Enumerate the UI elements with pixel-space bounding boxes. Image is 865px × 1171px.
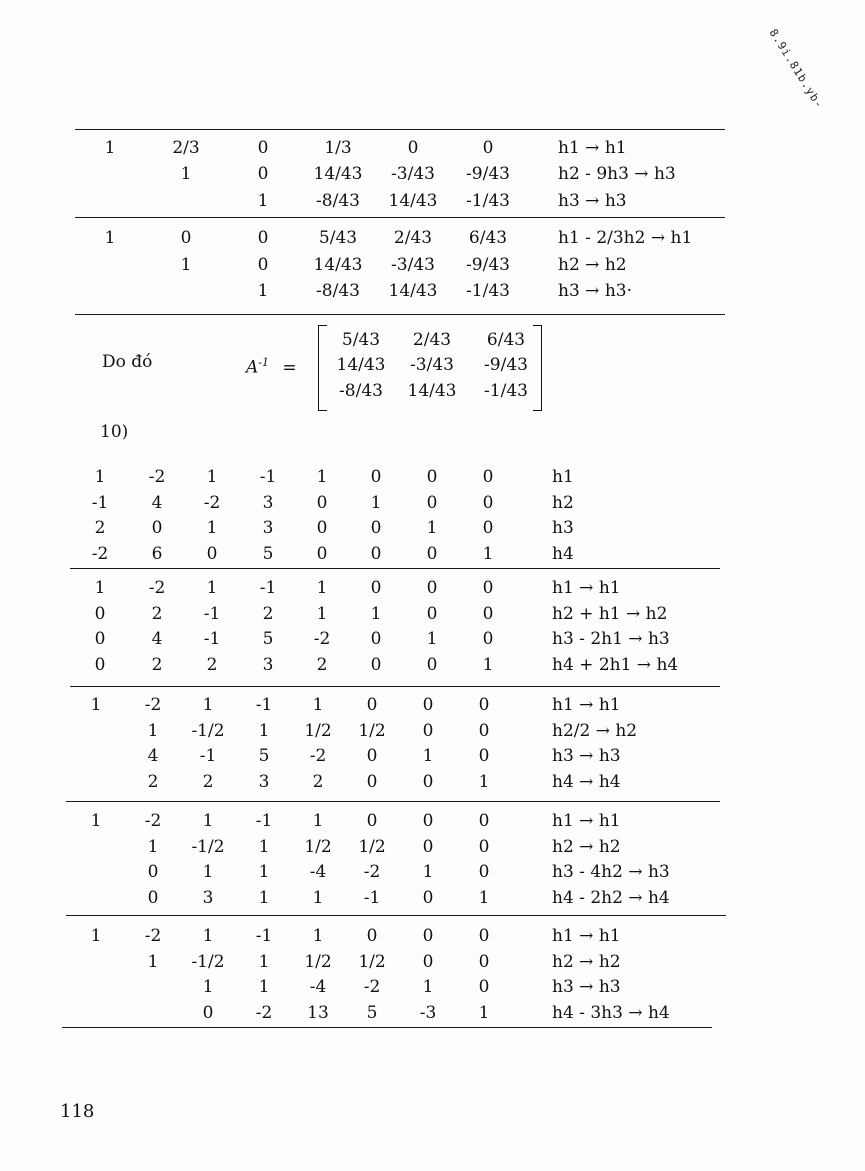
matrix-cell: 0: [202, 1003, 214, 1023]
inverse-entry: -1/43: [484, 381, 528, 401]
matrix-cell: -2: [309, 746, 327, 766]
matrix-cell: 1: [180, 255, 192, 275]
matrix-cell: 2: [206, 655, 218, 675]
block-rule: [66, 915, 726, 916]
matrix-cell: -2: [91, 544, 109, 564]
row-operation: h4 - 2h2 → h4: [552, 888, 670, 908]
matrix-cell: -2: [203, 493, 221, 513]
matrix-cell: 2: [262, 604, 274, 624]
matrix-cell: 1: [202, 811, 214, 831]
row-operation: h3 → h3: [552, 977, 621, 997]
row-operation: h2 → h2: [552, 952, 621, 972]
matrix-cell: 1: [482, 655, 494, 675]
matrix-cell: 0: [94, 655, 106, 675]
row-operation: h2 → h2: [552, 837, 621, 857]
inverse-equals: =: [282, 357, 297, 378]
inverse-entry: -9/43: [484, 355, 528, 375]
matrix-cell: 0: [422, 772, 434, 792]
matrix-cell: 1: [426, 518, 438, 538]
matrix-cell: 0: [257, 164, 269, 184]
row-operation: h4 - 3h3 → h4: [552, 1003, 670, 1023]
matrix-cell: 2: [151, 604, 163, 624]
matrix-cell: -1/43: [466, 191, 510, 211]
rule-top-1: [75, 129, 725, 130]
rule-top-3: [75, 314, 725, 315]
matrix-cell: 14/43: [388, 191, 438, 211]
matrix-cell: 0: [482, 518, 494, 538]
matrix-cell: 4: [151, 493, 163, 513]
matrix-cell: 14/43: [388, 281, 438, 301]
matrix-cell: 13: [307, 1003, 329, 1023]
matrix-cell: 1: [370, 604, 382, 624]
matrix-cell: 1/2: [358, 721, 386, 741]
matrix-cell: 0: [426, 544, 438, 564]
matrix-cell: 5: [262, 544, 274, 564]
matrix-cell: 4: [151, 629, 163, 649]
matrix-cell: 2: [316, 655, 328, 675]
row-operation: h3 - 4h2 → h3: [552, 862, 670, 882]
matrix-cell: -2: [144, 926, 162, 946]
matrix-cell: 0: [478, 811, 490, 831]
matrix-cell: 1: [422, 977, 434, 997]
matrix-cell: 0: [482, 629, 494, 649]
row-operation: h3 - 2h1 → h3: [552, 629, 670, 649]
matrix-cell: 0: [478, 746, 490, 766]
matrix-cell: -2: [313, 629, 331, 649]
matrix-cell: 1: [147, 952, 159, 972]
conclusion-label: Do đó: [102, 352, 153, 372]
matrix-cell: 0: [478, 695, 490, 715]
matrix-cell: 0: [482, 604, 494, 624]
matrix-cell: 1/2: [358, 952, 386, 972]
matrix-cell: 1: [258, 862, 270, 882]
inverse-entry: 14/43: [407, 381, 457, 401]
matrix-cell: 1: [312, 888, 324, 908]
matrix-cell: -3/43: [391, 164, 435, 184]
matrix-cell: 0: [257, 228, 269, 248]
matrix-cell: 0: [366, 695, 378, 715]
matrix-cell: 1: [257, 191, 269, 211]
matrix-cell: -1/2: [191, 721, 225, 741]
matrix-cell: 0: [206, 544, 218, 564]
matrix-cell: 1: [316, 467, 328, 487]
matrix-cell: 0: [482, 467, 494, 487]
matrix-cell: 1: [316, 604, 328, 624]
matrix-cell: 0: [147, 862, 159, 882]
row-operation: h2 + h1 → h2: [552, 604, 668, 624]
matrix-cell: 5/43: [318, 228, 358, 248]
matrix-cell: 0: [478, 837, 490, 857]
row-operation: h4: [552, 544, 574, 564]
row-operation: h4 → h4: [552, 772, 621, 792]
matrix-cell: 1: [202, 926, 214, 946]
matrix-cell: -1: [199, 746, 217, 766]
row-operation: h1 → h1: [558, 138, 627, 158]
matrix-cell: 1: [257, 281, 269, 301]
row-operation: h1 → h1: [552, 695, 621, 715]
matrix-cell: 1: [90, 926, 102, 946]
page-number: 118: [60, 1101, 95, 1122]
row-operation: h2/2 → h2: [552, 721, 638, 741]
matrix-cell: 2/43: [393, 228, 433, 248]
inverse-symbol: [246, 353, 297, 378]
matrix-cell: -1/2: [191, 952, 225, 972]
inverse-entry: 5/43: [341, 330, 381, 350]
matrix-cell: 0: [482, 138, 494, 158]
matrix-cell: 1: [478, 1003, 490, 1023]
matrix-cell: 0: [407, 138, 419, 158]
matrix-cell: 1/3: [324, 138, 352, 158]
matrix-cell: 1: [206, 578, 218, 598]
matrix-cell: -2: [148, 467, 166, 487]
row-operation: h2 → h2: [558, 255, 627, 275]
matrix-cell: 1: [312, 811, 324, 831]
inverse-entry: -3/43: [410, 355, 454, 375]
inverse-entry: -8/43: [339, 381, 383, 401]
row-operation: h2 - 9h3 → h3: [558, 164, 676, 184]
matrix-cell: 0: [422, 721, 434, 741]
matrix-cell: 1: [258, 721, 270, 741]
matrix-cell: 1: [258, 888, 270, 908]
matrix-cell: 0: [366, 746, 378, 766]
matrix-cell: -4: [309, 862, 327, 882]
matrix-cell: 0: [151, 518, 163, 538]
matrix-cell: 1: [206, 518, 218, 538]
matrix-cell: 0: [316, 493, 328, 513]
matrix-cell: 0: [370, 655, 382, 675]
matrix-cell: -9/43: [466, 164, 510, 184]
matrix-cell: 0: [366, 772, 378, 792]
matrix-cell: 0: [257, 138, 269, 158]
matrix-cell: 2: [94, 518, 106, 538]
matrix-cell: -2: [144, 695, 162, 715]
matrix-cell: 0: [426, 493, 438, 513]
matrix-cell: 1/2: [304, 837, 332, 857]
row-operation: h1 → h1: [552, 811, 621, 831]
matrix-cell: 5: [258, 746, 270, 766]
matrix-cell: 3: [258, 772, 270, 792]
matrix-cell: 1: [370, 493, 382, 513]
matrix-cell: 0: [426, 467, 438, 487]
rule-top-2: [75, 217, 725, 218]
matrix-cell: -2: [255, 1003, 273, 1023]
matrix-cell: -1/2: [191, 837, 225, 857]
matrix-cell: 0: [422, 695, 434, 715]
matrix-cell: -8/43: [316, 281, 360, 301]
matrix-cell: 1: [206, 467, 218, 487]
block-rule: [66, 801, 720, 802]
matrix-cell: -1: [363, 888, 381, 908]
matrix-cell: 2: [202, 772, 214, 792]
matrix-cell: 0: [147, 888, 159, 908]
row-operation: h3 → h3: [552, 746, 621, 766]
matrix-cell: 1: [312, 695, 324, 715]
matrix-cell: 0: [316, 518, 328, 538]
matrix-cell: 0: [366, 811, 378, 831]
matrix-cell: 0: [478, 721, 490, 741]
block-rule: [62, 1027, 712, 1028]
inverse-entry: 14/43: [336, 355, 386, 375]
matrix-cell: 0: [257, 255, 269, 275]
matrix-cell: 0: [426, 655, 438, 675]
matrix-cell: -1: [203, 604, 221, 624]
matrix-cell: -1: [255, 811, 273, 831]
matrix-cell: 1: [478, 772, 490, 792]
matrix-cell: 1: [104, 138, 116, 158]
matrix-cell: 6: [151, 544, 163, 564]
matrix-cell: 1: [94, 578, 106, 598]
matrix-cell: -9/43: [466, 255, 510, 275]
matrix-cell: -1: [259, 578, 277, 598]
matrix-cell: -3/43: [391, 255, 435, 275]
section-label: 10): [100, 422, 129, 442]
matrix-cell: 1: [104, 228, 116, 248]
matrix-cell: 3: [262, 518, 274, 538]
matrix-cell: 3: [202, 888, 214, 908]
matrix-cell: 5: [366, 1003, 378, 1023]
matrix-cell: 0: [478, 952, 490, 972]
matrix-cell: 0: [482, 493, 494, 513]
matrix-cell: 0: [366, 926, 378, 946]
matrix-cell: 1: [90, 811, 102, 831]
matrix-cell: 0: [94, 629, 106, 649]
row-operation: h3: [552, 518, 574, 538]
matrix-cell: 1: [90, 695, 102, 715]
matrix-cell: -3: [419, 1003, 437, 1023]
matrix-cell: 1: [202, 977, 214, 997]
inverse-exponent: -1: [258, 356, 269, 369]
row-operation: h1: [552, 467, 574, 487]
matrix-cell: 2: [147, 772, 159, 792]
matrix-cell: 1: [147, 837, 159, 857]
matrix-cell: 0: [370, 518, 382, 538]
matrix-cell: 0: [478, 862, 490, 882]
matrix-cell: 1: [258, 837, 270, 857]
block-rule: [70, 686, 720, 687]
matrix-cell: 0: [422, 926, 434, 946]
matrix-cell: 0: [422, 952, 434, 972]
matrix-cell: 6/43: [468, 228, 508, 248]
library-stamp: 8.9i.81b.yb-: [766, 26, 827, 112]
matrix-cell: 0: [370, 629, 382, 649]
matrix-cell: 1: [426, 629, 438, 649]
matrix-cell: 1: [258, 977, 270, 997]
matrix-cell: 1: [258, 952, 270, 972]
matrix-cell: 14/43: [313, 164, 363, 184]
matrix-cell: 2: [151, 655, 163, 675]
matrix-cell: -8/43: [316, 191, 360, 211]
matrix-cell: -1: [255, 695, 273, 715]
matrix-cell: 0: [180, 228, 192, 248]
matrix-cell: 0: [482, 578, 494, 598]
matrix-cell: 2/3: [172, 138, 200, 158]
matrix-cell: -4: [309, 977, 327, 997]
matrix-cell: 0: [422, 837, 434, 857]
matrix-cell: 0: [370, 544, 382, 564]
matrix-cell: 1: [312, 926, 324, 946]
row-operation: h1 - 2/3h2 → h1: [558, 228, 693, 248]
matrix-cell: 2: [312, 772, 324, 792]
row-operation: h2: [552, 493, 574, 513]
matrix-cell: 1: [180, 164, 192, 184]
inverse-lhs: A: [246, 357, 259, 378]
matrix-cell: -2: [363, 977, 381, 997]
matrix-cell: 0: [370, 578, 382, 598]
matrix-cell: -2: [148, 578, 166, 598]
matrix-cell: 1: [316, 578, 328, 598]
matrix-cell: 1/2: [304, 952, 332, 972]
row-operation: h1 → h1: [552, 578, 621, 598]
inverse-entry: 6/43: [486, 330, 526, 350]
matrix-cell: 1: [422, 862, 434, 882]
matrix-cell: 1: [94, 467, 106, 487]
matrix-cell: 0: [422, 888, 434, 908]
matrix-cell: 3: [262, 655, 274, 675]
matrix-cell: -1: [259, 467, 277, 487]
matrix-cell: -1: [255, 926, 273, 946]
matrix-cell: 0: [422, 811, 434, 831]
matrix-cell: 0: [426, 578, 438, 598]
matrix-cell: 5: [262, 629, 274, 649]
row-operation: h1 → h1: [552, 926, 621, 946]
matrix-cell: 4: [147, 746, 159, 766]
block-rule: [70, 568, 720, 569]
matrix-cell: 1: [482, 544, 494, 564]
matrix-cell: -2: [363, 862, 381, 882]
matrix-cell: 1/2: [304, 721, 332, 741]
matrix-cell: 0: [478, 977, 490, 997]
matrix-cell: 1/2: [358, 837, 386, 857]
matrix-cell: 0: [426, 604, 438, 624]
matrix-cell: -1/43: [466, 281, 510, 301]
matrix-cell: 0: [478, 926, 490, 946]
matrix-cell: 1: [478, 888, 490, 908]
matrix-cell: 0: [316, 544, 328, 564]
row-operation: h3 → h3·: [558, 281, 632, 301]
matrix-cell: 0: [370, 467, 382, 487]
matrix-cell: 14/43: [313, 255, 363, 275]
matrix-cell: 3: [262, 493, 274, 513]
matrix-cell: -2: [144, 811, 162, 831]
matrix-cell: 0: [94, 604, 106, 624]
matrix-cell: -1: [203, 629, 221, 649]
matrix-cell: -1: [91, 493, 109, 513]
matrix-cell: 1: [422, 746, 434, 766]
inverse-entry: 2/43: [412, 330, 452, 350]
matrix-cell: 1: [202, 695, 214, 715]
matrix-cell: 1: [147, 721, 159, 741]
row-operation: h4 + 2h1 → h4: [552, 655, 679, 675]
matrix-cell: 1: [202, 862, 214, 882]
row-operation: h3 → h3: [558, 191, 627, 211]
